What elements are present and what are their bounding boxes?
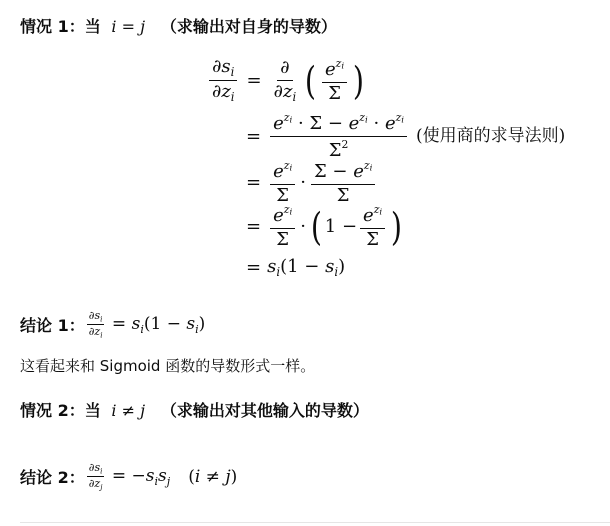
- derivation-line-1: $\frac{\partial s_i}{\partial z_i}$ = $\frac{\partial}{\partial z_i}$ ( $\frac{e^{zi}}{\Sigma}$ ): [206, 58, 367, 104]
- conclusion2-result: = $-s_is_j$: [106, 465, 171, 488]
- quotient-rule-note: (使用商的求导法则): [416, 126, 566, 146]
- section-divider: [20, 522, 610, 523]
- conclusion2-fraction: $\frac{\partial s_i}{\partial z_j}$: [88, 461, 103, 492]
- conclusion2-label: 结论 2：: [20, 468, 85, 487]
- case2-condition: i ≠ j: [111, 401, 146, 420]
- case2-label: 情况 2：当: [20, 401, 101, 420]
- conclusion1-result: = $s_i(1 - s_i)$: [106, 313, 206, 336]
- case2-note: （求输出对其他输入的导数）: [160, 401, 369, 420]
- conclusion2: [20, 462, 237, 491]
- case1-heading: [20, 14, 337, 37]
- lhs-fraction: $\frac{\partial s_i}{\partial z_i}$: [209, 58, 238, 104]
- derivation-line-5: = $s_i(1 - s_i)$: [246, 256, 346, 280]
- case1-note: （求输出对自身的导数）: [160, 17, 337, 36]
- conclusion1: [20, 310, 205, 339]
- case1-condition: i = j: [111, 17, 146, 36]
- conclusion1-label: 结论 1：: [20, 316, 85, 335]
- derivation-line-2: = $\frac{e^{zi} \cdot \Sigma - e^{zi} \cdot e^{zi}}{\Sigma^2}$: [240, 112, 410, 161]
- sigmoid-remark: 这看起来和 Sigmoid 函数的导数形式一样。: [20, 357, 316, 375]
- case2-heading: [20, 398, 369, 421]
- conclusion2-condition: (i ≠ j): [188, 466, 238, 487]
- derivation-line-4: = $\frac{e^{zi}}{\Sigma}$ · ( 1 − $\frac{e^{zi}}{\Sigma}$ ): [246, 203, 403, 250]
- conclusion1-fraction: $\frac{\partial s_i}{\partial z_i}$: [88, 309, 103, 340]
- derivation-line-3: = $\frac{e^{zi}}{\Sigma}$ · $\frac{\Sigma - e^{zi}}{\Sigma}$: [240, 160, 378, 206]
- case1-label: 情况 1：当: [20, 17, 101, 36]
